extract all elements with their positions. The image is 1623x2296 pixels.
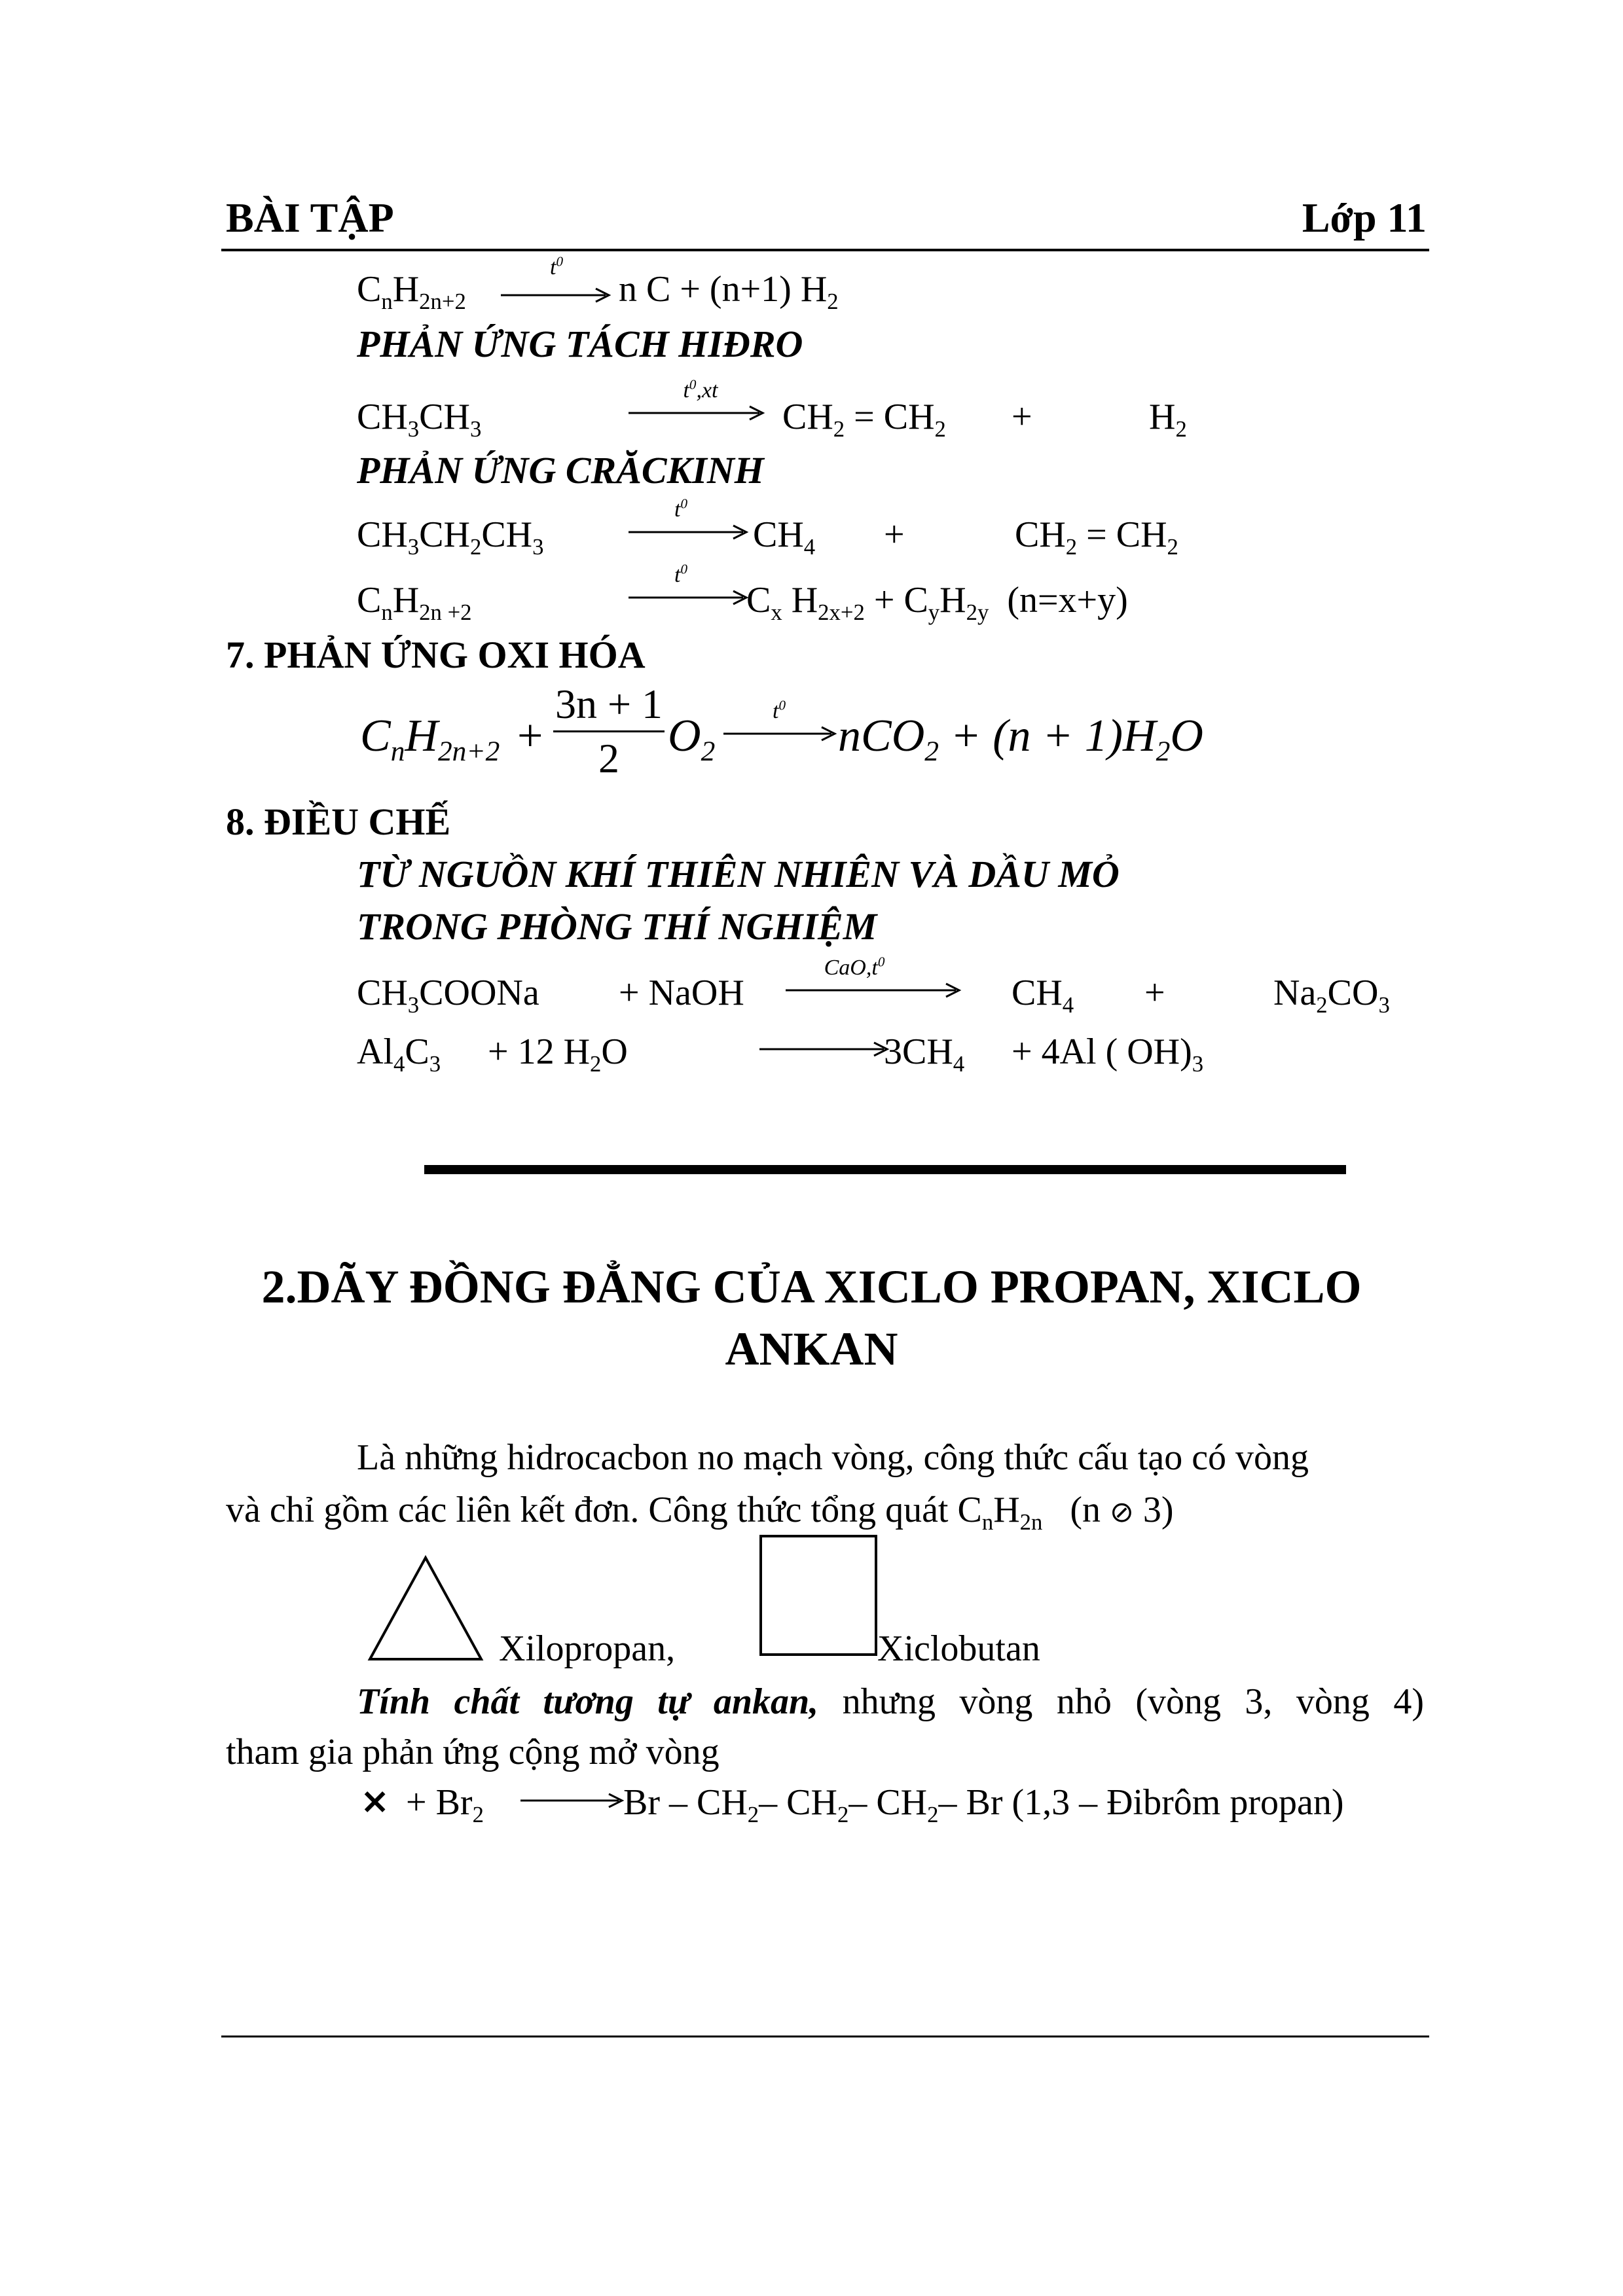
dehydro-condition: $t^0,xt$ <box>683 376 718 403</box>
footer-rule <box>221 2036 1429 2037</box>
header-class: Lớp 11 <box>1302 194 1427 241</box>
oxi-fraction-denominator: 2 <box>598 735 619 781</box>
prep2-arrow <box>759 1039 890 1059</box>
cyclopropane-label: Xilopropan, <box>499 1628 676 1669</box>
preparation-heading: 8. ĐIỀU CHẾ <box>226 800 451 843</box>
section-title-line2: ANKAN <box>725 1323 898 1375</box>
paragraph1-line2: và chỉ gồm các liên kết đơn. Công thức tổng quát $C_nH_{2n}$ (n ⊘ 3) <box>226 1490 1174 1535</box>
oxi-condition: $t^0$ <box>773 697 786 723</box>
oxi-reactant: $C_nH_{2n+2}$ <box>360 711 500 768</box>
header-title: BÀI TẬP <box>226 194 394 241</box>
crack1-arrow <box>629 522 750 542</box>
paragraph1-line1: Là những hidrocacbon no mạch vòng, công thức cấu tạo có vòng <box>357 1437 1309 1478</box>
crack1-reactant: $CH_3CH_2CH_3$ <box>357 514 544 560</box>
decomp-arrow <box>501 285 612 305</box>
header-rule <box>221 249 1429 251</box>
oxi-fraction <box>553 681 665 782</box>
section-title-line1: 2.DÃY ĐỒNG ĐẲNG CỦA XICLO PROPAN, XICLO <box>261 1261 1362 1313</box>
prep2-reactant: $Al_4C_3$ <box>357 1031 441 1077</box>
cyclobutane-label: Xiclobutan <box>877 1628 1040 1669</box>
dehydro-heading: PHẢN ỨNG TÁCH HIĐRO <box>357 323 803 365</box>
crack1-product1: $CH_4$ <box>753 514 816 560</box>
prep1-product2: $Na_2CO_3$ <box>1273 973 1390 1018</box>
cyclopropane-triangle <box>367 1554 484 1662</box>
prep1-reactant: $CH_3COONa$ <box>357 973 539 1018</box>
oxi-arrow <box>723 724 838 744</box>
oxi-fraction-bar <box>553 730 665 732</box>
crack2-products: $C_x$ $H_{2x+2} + C_yH_{2y}$ (n=x+y) <box>746 580 1128 626</box>
oxidation-heading: 7. PHẢN ỨNG OXI HÓA <box>226 634 646 676</box>
prep-subheading-1: TỪ NGUỒN KHÍ THIÊN NHIÊN VÀ DẦU MỎ <box>357 853 1120 895</box>
prep1-product1: $CH_4$ <box>1012 973 1074 1018</box>
oxi-plus1: + <box>517 711 543 761</box>
dehydro-product1: $CH_2 = CH_2$ <box>782 397 946 442</box>
crack2-condition: $t^0$ <box>674 561 687 587</box>
prep1-plus: + <box>1144 973 1165 1013</box>
prep2-reagent: + 12 $H_2O$ <box>488 1031 628 1077</box>
oxi-products: $nCO_2 + (n + 1)H_2O$ <box>838 711 1203 768</box>
crack1-plus: + <box>884 514 905 555</box>
prep2-product1: $3CH_4$ <box>884 1031 965 1077</box>
paragraph2-line2: tham gia phản ứng cộng mở vòng <box>226 1732 720 1772</box>
dehydro-product2: $H_2$ <box>1149 397 1187 442</box>
dehydro-reactant: $CH_3CH_3$ <box>357 397 482 442</box>
rxn-product: Br – $CH_2-$ $CH_2-$ $CH_2-$ Br (1,3 – Đibrôm propan) <box>623 1782 1344 1828</box>
cyclopropane-mark: × <box>360 1780 390 1821</box>
prep1-condition: $CaO,t^0$ <box>824 954 885 980</box>
rxn-reagent: + $Br_2$ <box>406 1782 484 1828</box>
paragraph2-line1: Tính chất tương tự ankan, nhưng vòng nhỏ (vòng 3, vòng 4) <box>357 1681 1424 1722</box>
oxi-fraction-numerator: 3n + 1 <box>555 681 663 727</box>
crack2-reactant: $C_nH_{2n +2}$ <box>357 580 472 626</box>
prep1-reagent: + NaOH <box>619 973 744 1013</box>
section-separator <box>424 1165 1346 1174</box>
prep1-arrow <box>786 980 962 1000</box>
oxi-oxygen: $O_2$ <box>668 711 716 768</box>
dehydro-arrow <box>629 403 766 423</box>
dehydro-plus: + <box>1012 397 1032 437</box>
crack-heading: PHẢN ỨNG CRĂCKINH <box>357 449 764 492</box>
decomp-right: n C + (n+1) $H_2$ <box>619 269 839 315</box>
crack2-arrow <box>629 588 750 607</box>
decomp-left: $C_nH_{2n+2}$ <box>357 269 466 315</box>
crack1-product2: $CH_2 = CH_2$ <box>1015 514 1178 560</box>
prep-subheading-2: TRONG PHÒNG THÍ NGHIỆM <box>357 905 877 948</box>
decomp-condition: $t^0$ <box>550 253 563 279</box>
prep2-product2: + 4Al ( $OH)_3$ <box>1012 1031 1204 1077</box>
geq-symbol: ⊘ <box>1110 1496 1134 1529</box>
crack1-condition: $t^0$ <box>674 495 687 522</box>
rxn-arrow <box>520 1791 625 1810</box>
cyclobutane-square <box>759 1535 877 1656</box>
